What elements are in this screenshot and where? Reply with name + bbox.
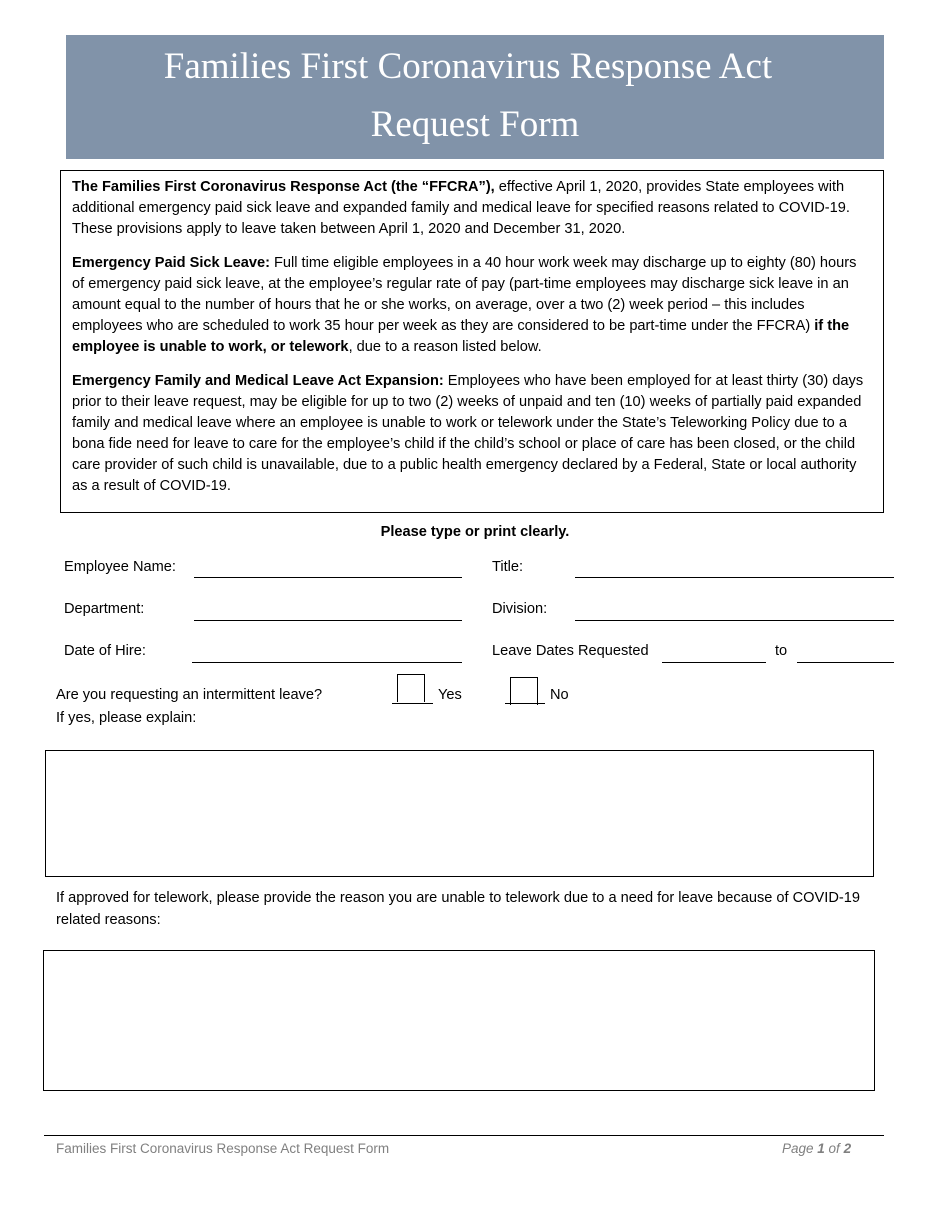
telework-question: If approved for telework, please provide the reason you are unable to telework due to a need for leave because of COVID-19 related reasons:	[56, 890, 860, 928]
employee-name-field[interactable]	[194, 577, 462, 578]
page-number	[782, 1141, 851, 1156]
paid-sick-leave-heading: Emergency Paid Sick Leave:	[72, 255, 270, 271]
footer-form-name: Families First Coronavirus Response Act Request Form	[56, 1141, 390, 1156]
ffcra-info-box	[60, 170, 884, 513]
date-of-hire-label: Date of Hire:	[64, 643, 146, 659]
no-checkbox[interactable]	[510, 677, 538, 705]
date-of-hire-field[interactable]	[192, 662, 462, 663]
department-label: Department:	[64, 601, 145, 617]
leave-dates-label: Leave Dates Requested	[492, 643, 649, 659]
paid-sick-leave-text: Full time eligible employees in a 40 hour work week may discharge up to eighty (80) hours of emergency paid sick leave, at the employee’s regular rate of pay (part-time employees may discharge sick leave in an amount equal to the number of hours that he or she works, on average, over a two (2) week period – this includes employees who are scheduled to work 35 hour per week as they are considered to be part-time under the FFCRA)	[72, 255, 857, 334]
ffcra-intro-paragraph	[72, 177, 872, 240]
yes-label: Yes	[438, 687, 462, 703]
leave-end-date-field[interactable]	[797, 662, 894, 663]
current-page: 1	[817, 1141, 825, 1156]
no-checkbox-underline	[505, 703, 545, 704]
fmla-expansion-text: Employees who have been employed for at least thirty (30) days prior to their leave request, may be eligible for up to two (2) weeks of unpaid and ten (10) weeks of partially paid expanded family and medical leave where an employee is unable to work or telework under the State’s Teleworking Policy due to a bona fide need for leave to care for the employee’s child if the child’s school or place of care has been closed, or the child care provider of such child is unavailable, due to a public health emergency declared by a Federal, State or local authority as a result of COVID-19.	[72, 373, 864, 494]
paid-sick-leave-text-end: , due to a reason listed below.	[348, 339, 542, 355]
fmla-expansion-heading: Emergency Family and Medical Leave Act Expansion:	[72, 373, 444, 389]
paid-sick-leave-paragraph	[72, 253, 872, 358]
yes-checkbox-underline	[392, 703, 433, 704]
intermittent-explanation-textarea[interactable]	[45, 750, 874, 877]
division-label: Division:	[492, 601, 548, 617]
explain-label: If yes, please explain:	[56, 710, 197, 726]
form-title-line-1: Families First Coronavirus Response Act	[163, 46, 773, 87]
ffcra-intro-bold: The Families First Coronavirus Response Act (the “FFCRA”),	[72, 179, 495, 195]
employee-name-label: Employee Name:	[64, 559, 176, 575]
of-word: of	[824, 1141, 844, 1156]
print-instruction: Please type or print clearly.	[380, 524, 570, 540]
department-field[interactable]	[194, 620, 462, 621]
ffcra-intro-text: effective April 1, 2020, provides State employees with additional emergency paid sick leave and expanded family and medical leave for specified reasons related to COVID-19. These provisions apply to leave taken between April 1, 2020 and December 31, 2020.	[72, 179, 850, 237]
intermittent-leave-question: Are you requesting an intermittent leave?	[56, 687, 323, 703]
telework-reason-textarea[interactable]	[43, 950, 875, 1091]
title-banner	[66, 35, 884, 159]
division-field[interactable]	[575, 620, 894, 621]
paid-sick-leave-condition: if the employee is unable to work, or telework	[72, 318, 850, 355]
title-label: Title:	[492, 559, 524, 575]
title-field[interactable]	[575, 577, 894, 578]
no-label: No	[550, 687, 569, 703]
leave-start-date-field[interactable]	[662, 662, 766, 663]
form-title-line-2: Request Form	[370, 104, 580, 145]
page-word: Page	[782, 1141, 818, 1156]
total-pages: 2	[843, 1141, 852, 1156]
to-label: to	[775, 643, 788, 659]
yes-checkbox[interactable]	[397, 674, 425, 702]
fmla-expansion-paragraph	[72, 371, 872, 497]
footer-divider	[44, 1135, 884, 1136]
